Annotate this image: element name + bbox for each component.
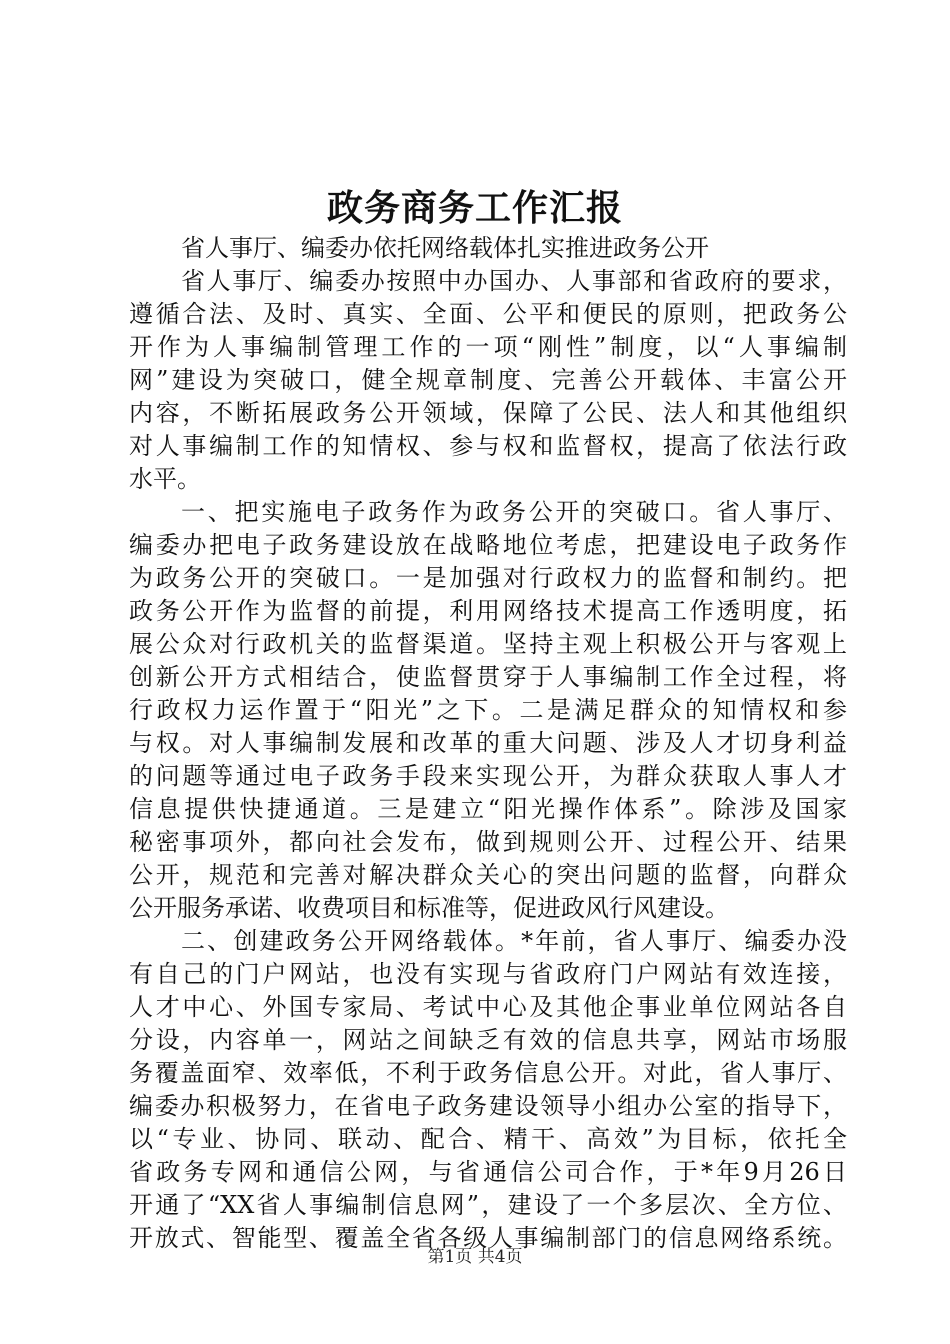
text-line: 政务公开作为监督的前提，利用网络技术提高工作透明度，拓	[129, 597, 847, 625]
text-line: 省政务专网和通信公网，与省通信公司合作，于*年9月26日	[129, 1158, 847, 1186]
text-line: 对人事编制工作的知情权、参与权和监督权，提高了依法行政	[129, 432, 847, 460]
page-number: 第1页 共4页	[427, 1247, 523, 1267]
text-line: 二、创建政务公开网络载体。*年前，省人事厅、编委办没	[181, 927, 847, 955]
text-line: 内容，不断拓展政务公开领域，保障了公民、法人和其他组织	[129, 399, 847, 427]
text-line: 展公众对行政机关的监督渠道。坚持主观上积极公开与客观上	[129, 630, 847, 658]
text-line: 编委办积极努力，在省电子政务建设领导小组办公室的指导下，	[129, 1092, 847, 1120]
text-line: 人才中心、外国专家局、考试中心及其他企事业单位网站各自	[129, 993, 847, 1021]
text-line: 秘密事项外，都向社会发布，做到规则公开、过程公开、结果	[129, 828, 847, 856]
document-title: 政务商务工作汇报	[326, 187, 623, 229]
text-line: 开放式、智能型、覆盖全省各级人事编制部门的信息网络系统。	[129, 1224, 847, 1252]
text-line: 创新公开方式相结合，使监督贯穿于人事编制工作全过程，将	[129, 663, 847, 691]
text-line: 开作为人事编制管理工作的一项“刚性”制度，以“人事编制	[129, 333, 847, 361]
text-line: 网”建设为突破口，健全规章制度、完善公开载体、丰富公开	[129, 366, 847, 394]
text-line: 为政务公开的突破口。一是加强对行政权力的监督和制约。把	[129, 564, 847, 592]
text-line: 的问题等通过电子政务手段来实现公开，为群众获取人事人才	[129, 762, 847, 790]
text-line: 行政权力运作置于“阳光”之下。二是满足群众的知情权和参	[129, 696, 847, 724]
text-line: 省人事厅、编委办依托网络载体扎实推进政务公开	[181, 234, 709, 262]
text-line: 编委办把电子政务建设放在战略地位考虑，把建设电子政务作	[129, 531, 847, 559]
text-line: 省人事厅、编委办按照中办国办、人事部和省政府的要求，	[181, 267, 847, 295]
text-line: 信息提供快捷通道。三是建立“阳光操作体系”。除涉及国家	[129, 795, 847, 823]
text-line: 开通了“XX省人事编制信息网”，建设了一个多层次、全方位、	[129, 1191, 847, 1219]
text-line: 以“专业、协同、联动、配合、精干、高效”为目标，依托全	[129, 1125, 847, 1153]
text-line: 遵循合法、及时、真实、全面、公平和便民的原则，把政务公	[129, 300, 847, 328]
text-line: 与权。对人事编制发展和改革的重大问题、涉及人才切身利益	[129, 729, 847, 757]
document-body	[129, 232, 847, 1255]
text-line: 公开，规范和完善对解决群众关心的突出问题的监督，向群众	[129, 861, 847, 889]
text-line: 水平。	[129, 465, 201, 493]
text-line: 有自己的门户网站，也没有实现与省政府门户网站有效连接，	[129, 960, 847, 988]
text-line: 分设，内容单一，网站之间缺乏有效的信息共享，网站市场服	[129, 1026, 847, 1054]
text-line: 公开服务承诺、收费项目和标准等，促进政风行风建设。	[129, 894, 729, 922]
text-line: 一、把实施电子政务作为政务公开的突破口。省人事厅、	[181, 498, 847, 526]
text-line: 务覆盖面窄、效率低，不利于政务信息公开。对此，省人事厅、	[129, 1059, 847, 1087]
